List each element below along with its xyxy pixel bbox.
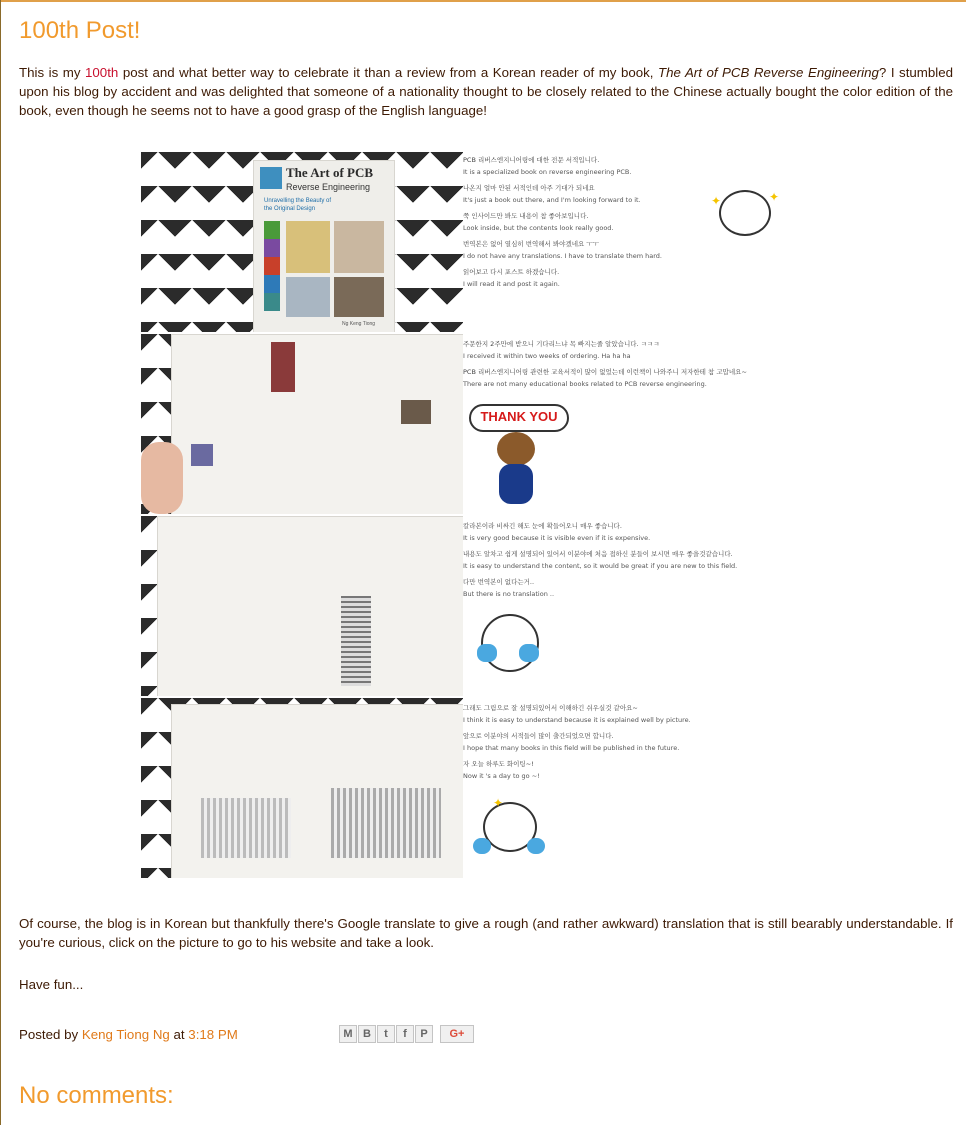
photo-panel-inside-1 (141, 334, 463, 514)
caption-group-1: PCB 리버스엔지니어링에 대한 전문 서적입니다. It is a specialized book on reverse engineering PCB. 나온지 얼마 안된 서적인데 아주 기대가 되네요 It's just a book out there, and I'm looking forward to it. 쭉 인사이드만 봐도 내용이 참 좋아보입니다. Look inside, but the contents look really good. 번역본은 없어 열심히 번역해서 봐야겠네요 ㅜㅜ I do not have any translations. I have to translate them hard. 읽어보고 다시 포스트 하겠습니다. I will read it and post it again. (463, 156, 662, 288)
left-border (0, 0, 1, 1125)
post-signoff: Have fun... (19, 977, 84, 992)
book-title: The Art of PCB Reverse Engineering (658, 65, 879, 80)
book-cover-title: The Art of PCB (286, 165, 374, 180)
post-translation-paragraph: Of course, the blog is in Korean but thankfully there's Google translate to give a rough (and rather awkward) translation that is still bearably understandable. If you're curious, click on the picture to go to his website and take a look. (19, 916, 953, 950)
facebook-share-button[interactable]: f (396, 1025, 414, 1043)
share-buttons (339, 1025, 474, 1043)
photo-panel-inside-2 (141, 516, 463, 696)
pinterest-share-button[interactable]: P (415, 1025, 433, 1043)
thank-you-bubble: THANK YOU (469, 404, 569, 432)
author-link[interactable]: Keng Tiong Ng (81, 1027, 170, 1042)
email-share-button[interactable]: M (339, 1025, 357, 1043)
100th-link[interactable]: 100th (85, 65, 119, 80)
book-cover-tagline: Unravelling the Beauty of the Original Design (264, 198, 332, 212)
caption-group-2: 주문한지 2주만에 받으니 기다리느냐 목 빠지는줄 알았습니다. ㅋㅋㅋ I received it within two weeks of ordering. Ha ha ha PCB 리버스엔지니어링 관련한 교육서적이 많이 없었는데 이런책이 나와주니 저자한테 참 고맙네요~ There are not many educational books related to PCB reverse engineering. (463, 340, 747, 388)
post-title[interactable]: 100th Post! (19, 17, 141, 44)
post-intro-paragraph: This is my 100th post and what better way to celebrate it than a review from a Korean reader of my book, The Art of PCB Reverse Engineering? I stumbled upon his blog by accident and was delighted that someone of a nationality thought to be closely related to the Chinese actually bought the color edition of the book, even though he seems not to have a good grasp of the English language! (19, 65, 954, 118)
blogger-share-button[interactable]: B (358, 1025, 376, 1043)
book-cover-subtitle: Reverse Engineering (286, 182, 371, 192)
google-plus-button[interactable]: G+ (440, 1025, 474, 1043)
twitter-share-button[interactable]: t (377, 1025, 395, 1043)
photo-panel-inside-3 (141, 698, 463, 878)
post-footer: Posted by Keng Tiong Ng at 3:18 PM (19, 1027, 238, 1042)
top-border (0, 0, 966, 2)
caption-group-4: 그래도 그림으로 잘 설명되있어서 이해하긴 쉬우실것 같아요~ I think it is easy to understand because it is explained well by picture. 앞으로 이분야의 서적들이 많이 출간되었으면 합니다. I hope that many books in this field will be published in the future. 자 오늘 하루도 화이팅~! Now it 's a day to go ~! (463, 704, 691, 780)
book-cover (253, 160, 395, 332)
hand (141, 442, 183, 514)
photo-panel-cover (141, 152, 463, 332)
post-time-link[interactable]: 3:18 PM (188, 1027, 238, 1042)
book-cover-author: Ng Keng Tiong (342, 321, 376, 327)
comments-heading: No comments: (19, 1082, 174, 1109)
caption-group-3: 칼라본이라 비싸긴 해도 눈에 확들어오니 매우 좋습니다. It is very good because it is visible even if it is expensive. 내용도 알차고 쉽게 설명되어 있어서 이분야에 처음 접하신 분들이 보시면 매우 좋을것같습니다. It is easy to understand the content, so it would be great if you are new to this field. 다만 번역본이 없다는거.. But there is no translation .. (463, 522, 738, 598)
review-collage-image[interactable]: The Art of PCB Reverse Engineering Unravelling the Beauty of the Original Design Ng Keng Tiong PCB 리버스엔지니어링에 대한 전문 서적입니다. It is a specialized book on reverse engineering PCB. 나온지 얼마 안된 서적인데 아주 기대가 되네요 It's just a book out there, and I'm looking forward to it. 쭉 인사이드만 봐도 내용이 참 좋아보입니다. Look inside, but the contents look really good. 번역본은 없어 열심히 번역해서 봐야겠네요 ㅜㅜ I do not have any translations. I have to translate them hard. 읽어보고 다시 포스트 하겠습니다. I will read it and post it again. ✦ ✦ 주문한지 2주만에 받으니 기다리느냐 목 빠지는줄 알았습니다. ㅋㅋㅋ I received it within two weeks of ordering. Ha ha ha PCB 리버스엔지니어링 관련한 교육서적이 많이 없었는데 이런책이 나와주니 저자한테 참 고맙네요~ There are not many educational books related to PCB reverse engineering. THANK YOU 칼라본이라 비싸긴 해도 눈에 확들어오니 매우 좋습니다. It is very good because it is visible even if it is expensive. 내용도 알차고 쉽게 설명되어 있어서 이분야에 처음 접하신 분들이 보시면 매우 좋을것같습니다. It is easy to understand the content, so it would be great if you are new to this field. 다만 번역본이 없다는거.. But there is no translation .. 그래도 그림으로 잘 설명되있어서 이해하긴 쉬우실것 같아요~ I think it is easy to understand because it is explained well by picture. 앞으로 이분야의 서적들이 많이 출간되었으면 합니다. I hope that many books in this field will be published in the future. 자 오늘 하루도 화이팅~! Now it 's a day to go ~! ✦ (141, 152, 964, 877)
